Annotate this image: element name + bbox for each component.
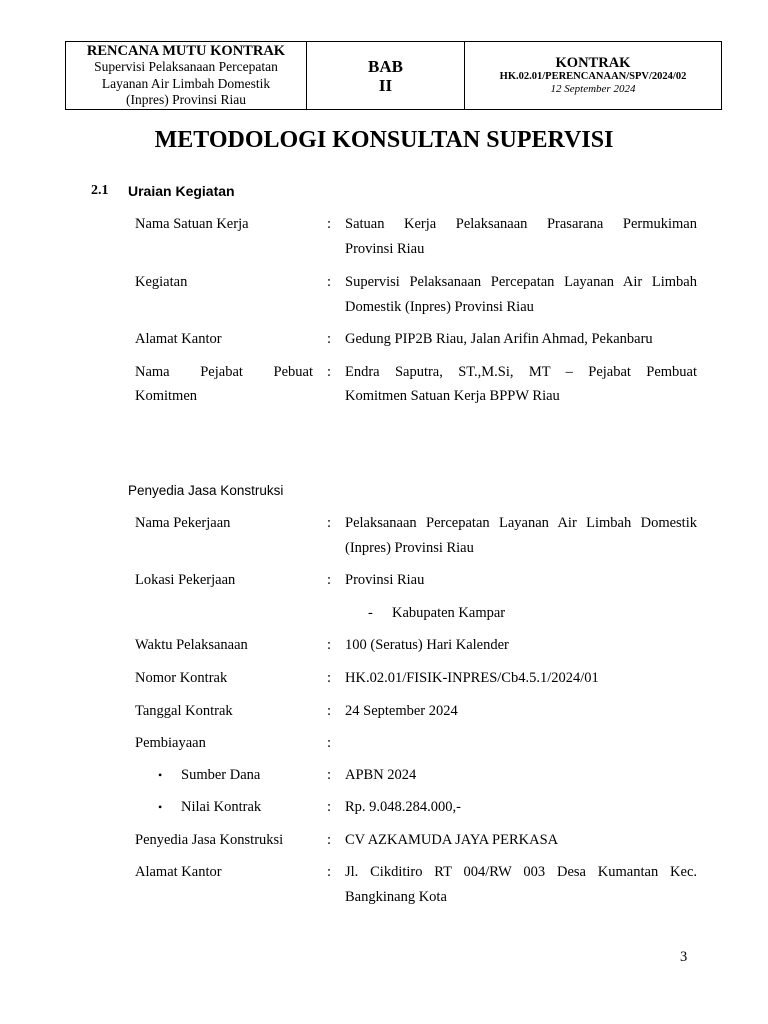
satuan-kerja-value-line2: Provinsi Riau	[345, 241, 425, 257]
ppk-value-line1: Endra Saputra, ST.,M.Si, MT – Pejabat Pembuat	[345, 364, 697, 380]
header-plan-line: Layanan Air Limbah Domestik	[101, 75, 271, 91]
colon: :	[327, 515, 332, 531]
colon: :	[327, 216, 332, 232]
nomor-kontrak-value: HK.02.01/FISIK-INPRES/Cb4.5.1/2024/01	[345, 670, 599, 686]
provider-subheading: Penyedia Jasa Konstruksi	[128, 483, 284, 498]
colon: :	[327, 331, 332, 347]
bullet-icon: •	[158, 768, 163, 782]
colon: :	[327, 572, 332, 588]
tanggal-kontrak-label: Tanggal Kontrak	[135, 703, 233, 719]
contract-title: KONTRAK	[555, 55, 631, 71]
penyedia-value: CV AZKAMUDA JAYA PERKASA	[345, 832, 559, 848]
bullet-icon: •	[158, 800, 163, 814]
section-number: 2.1	[91, 183, 109, 198]
colon: :	[327, 703, 332, 719]
page-number: 3	[680, 949, 688, 965]
colon: :	[327, 864, 332, 880]
header-plan-line: Supervisi Pelaksanaan Percepatan	[94, 59, 278, 74]
colon: :	[327, 832, 332, 848]
satuan-kerja-value-line1: Satuan Kerja Pelaksanaan Prasarana Permukiman	[345, 216, 697, 232]
header-plan-cell	[66, 42, 307, 109]
ppk-label-line1: Nama Pejabat Pebuat	[135, 364, 313, 380]
nilai-kontrak-value: Rp. 9.048.284.000,-	[345, 799, 461, 815]
alamat-kantor-value: Gedung PIP2B Riau, Jalan Arifin Ahmad, Pekanbaru	[345, 331, 653, 347]
kegiatan-value-line2: Domestik (Inpres) Provinsi Riau	[345, 299, 534, 315]
section-title: Uraian Kegiatan	[128, 183, 235, 199]
header-plan-line: (Inpres) Provinsi Riau	[126, 92, 246, 107]
colon: :	[327, 767, 332, 783]
sumber-dana-label: Sumber Dana	[181, 767, 261, 783]
colon: :	[327, 274, 332, 290]
ppk-label-line2: Komitmen	[135, 388, 198, 404]
nomor-kontrak-label: Nomor Kontrak	[135, 670, 228, 686]
nama-pekerjaan-value-line1: Pelaksanaan Percepatan Layanan Air Limbah Domestik	[345, 515, 697, 531]
sumber-dana-value: APBN 2024	[345, 767, 417, 783]
provider-alamat-value-line1: Jl. Cikditiro RT 004/RW 003 Desa Kumantan Kec.	[345, 864, 697, 880]
colon: :	[327, 364, 332, 380]
chapter-number: II	[378, 76, 393, 95]
header-plan-title: RENCANA MUTU KONTRAK	[86, 43, 286, 59]
lokasi-value: Provinsi Riau	[345, 572, 425, 588]
provider-alamat-value-line2: Bangkinang Kota	[345, 889, 447, 905]
contract-code: HK.02.01/PERENCANAAN/SPV/2024/02	[499, 71, 687, 82]
header-contract-cell	[465, 42, 721, 109]
tanggal-kontrak-value: 24 September 2024	[345, 703, 458, 719]
colon: :	[327, 637, 332, 653]
colon: :	[327, 799, 332, 815]
chapter-label: BAB	[368, 57, 403, 76]
penyedia-label: Penyedia Jasa Konstruksi	[135, 832, 284, 848]
lokasi-label: Lokasi Pekerjaan	[135, 572, 236, 588]
nama-pekerjaan-label: Nama Pekerjaan	[135, 515, 231, 531]
colon: :	[327, 670, 332, 686]
kegiatan-label: Kegiatan	[135, 274, 188, 290]
provider-alamat-label: Alamat Kantor	[135, 864, 222, 880]
ppk-value-line2: Komitmen Satuan Kerja BPPW Riau	[345, 388, 560, 404]
waktu-value: 100 (Seratus) Hari Kalender	[345, 637, 509, 653]
contract-date: 12 September 2024	[550, 83, 636, 95]
lokasi-dash: -	[368, 605, 373, 621]
lokasi-sub-value: Kabupaten Kampar	[392, 605, 506, 621]
satuan-kerja-label: Nama Satuan Kerja	[135, 216, 249, 232]
waktu-label: Waktu Pelaksanaan	[135, 637, 248, 653]
kegiatan-value-line1: Supervisi Pelaksanaan Percepatan Layanan Air Limbah	[345, 274, 697, 290]
pembiayaan-label: Pembiayaan	[135, 735, 206, 751]
page-title: METODOLOGI KONSULTAN SUPERVISI	[154, 127, 614, 153]
alamat-kantor-label: Alamat Kantor	[135, 331, 222, 347]
nama-pekerjaan-value-line2: (Inpres) Provinsi Riau	[345, 540, 474, 556]
header-chapter-cell	[307, 42, 465, 109]
colon: :	[327, 735, 332, 751]
document-header	[65, 41, 722, 110]
nilai-kontrak-label: Nilai Kontrak	[181, 799, 262, 815]
